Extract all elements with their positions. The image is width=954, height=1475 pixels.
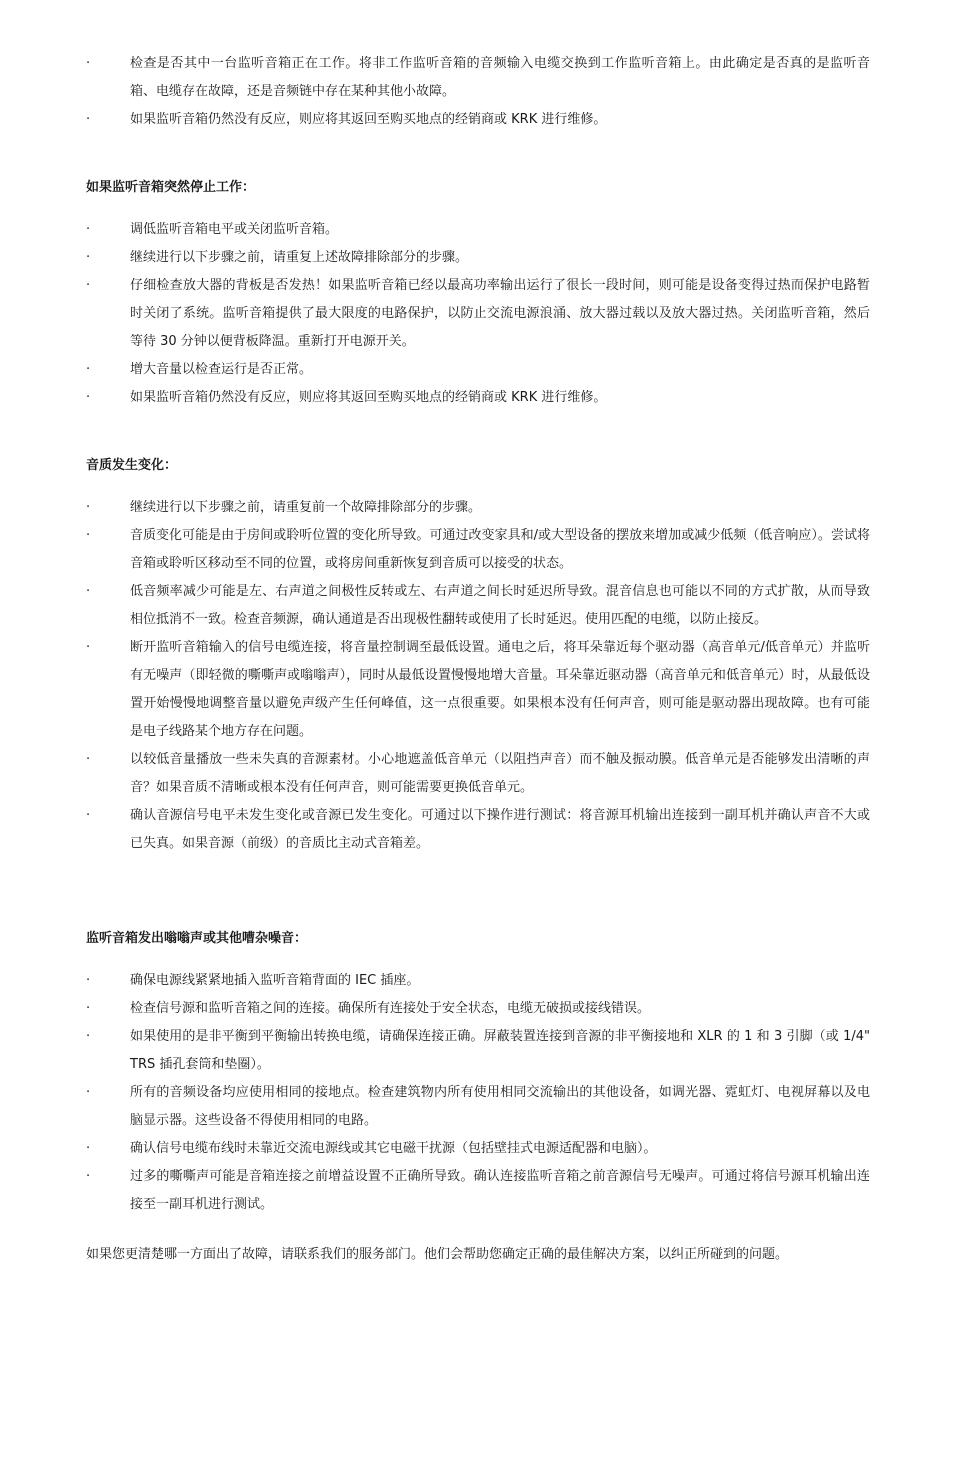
bullet-marker: · <box>86 528 91 543</box>
bullet-marker: · <box>86 278 91 293</box>
list-item <box>0 216 954 244</box>
bullet-list-sound-quality <box>0 494 954 858</box>
list-item-text: 以较低音量播放一些未失真的音源素材。小心地遮盖低音单元（以阻挡声音）而不触及振动膜。低音单元是否能够发出清晰的声音？如果音质不清晰或根本没有任何声音，则可能需要更换低音单元。 <box>130 752 870 795</box>
bullet-marker: · <box>86 56 91 71</box>
bullet-marker: · <box>86 640 91 655</box>
bullet-marker: · <box>86 362 91 377</box>
bullet-marker: · <box>86 1029 91 1044</box>
list-item-text: 低音频率减少可能是左、右声道之间极性反转或左、右声道之间长时延迟所导致。混音信息也可能以不同的方式扩散，从而导致相位抵消不一致。检查音频源，确认通道是否出现极性翻转或使用了长时延迟。使用匹配的电缆，以防止接反。 <box>130 584 870 627</box>
list-item-text: 音质变化可能是由于房间或聆听位置的变化所导致。可通过改变家具和/或大型设备的摆放来增加或减少低频（低音响应）。尝试将音箱或聆听区移动至不同的位置，或将房间重新恢复到音质可以接受的状态。 <box>130 528 870 571</box>
bullet-marker: · <box>86 390 91 405</box>
bullet-marker: · <box>86 1169 91 1184</box>
list-item-text: 继续进行以下步骤之前，请重复上述故障排除部分的步骤。 <box>130 250 469 265</box>
list-item <box>0 578 954 634</box>
bullet-marker: · <box>86 973 91 988</box>
list-item-text: 检查信号源和监听音箱之间的连接。确保所有连接处于安全状态，电缆无破损或接线错误。 <box>130 1001 651 1016</box>
section-heading-sudden-stop: 如果监听音箱突然停止工作： <box>86 180 256 195</box>
list-item <box>0 1079 954 1135</box>
list-item-text: 仔细检查放大器的背板是否发热！如果监听音箱已经以最高功率输出运行了很长一段时间，则可能是设备变得过热而保护电路暂时关闭了系统。监听音箱提供了最大限度的电路保护，以防止交流电源浪涌、放大器过载以及放大器过热。关闭监听音箱，然后等待 30 分钟以便背板降温。重新打开电源开关。 <box>130 278 870 349</box>
list-item-text: 继续进行以下步骤之前，请重复前一个故障排除部分的步骤。 <box>130 500 482 515</box>
bullet-list-sudden-stop <box>0 216 954 412</box>
bullet-marker: · <box>86 1141 91 1156</box>
closing-paragraph: 如果您更清楚哪一方面出了故障，请联系我们的服务部门。他们会帮助您确定正确的最佳解决方案，以纠正所碰到的问题。 <box>86 1247 789 1262</box>
list-item <box>0 356 954 384</box>
bullet-marker: · <box>86 808 91 823</box>
section-heading-hum-noise: 监听音箱发出嗡嗡声或其他嘈杂噪音： <box>86 931 308 946</box>
list-item <box>0 634 954 746</box>
list-item <box>0 1135 954 1163</box>
bullet-marker: · <box>86 1085 91 1100</box>
bullet-marker: · <box>86 112 91 127</box>
bullet-list-intro <box>0 50 954 134</box>
list-item-text: 如果监听音箱仍然没有反应，则应将其返回至购买地点的经销商或 KRK 进行维修。 <box>130 390 607 405</box>
bullet-marker: · <box>86 222 91 237</box>
section-heading-sound-quality: 音质发生变化： <box>86 458 178 473</box>
list-item <box>0 272 954 356</box>
bullet-marker: · <box>86 250 91 265</box>
bullet-list-hum-noise <box>0 967 954 1219</box>
bullet-marker: · <box>86 752 91 767</box>
list-item <box>0 494 954 522</box>
list-item-text: 如果监听音箱仍然没有反应，则应将其返回至购买地点的经销商或 KRK 进行维修。 <box>130 112 607 127</box>
list-item-text: 所有的音频设备均应使用相同的接地点。检查建筑物内所有使用相同交流输出的其他设备，如调光器、霓虹灯、电视屏幕以及电脑显示器。这些设备不得使用相同的电路。 <box>130 1085 870 1128</box>
list-item <box>0 384 954 412</box>
list-item-text: 检查是否其中一台监听音箱正在工作。将非工作监听音箱的音频输入电缆交换到工作监听音箱上。由此确定是否真的是监听音箱、电缆存在故障，还是音频链中存在某种其他小故障。 <box>130 56 870 99</box>
list-item-text: 确认信号电缆布线时未靠近交流电源线或其它电磁干扰源（包括壁挂式电源适配器和电脑）。 <box>130 1141 657 1156</box>
list-item-text: 增大音量以检查运行是否正常。 <box>130 362 313 377</box>
list-item <box>0 50 954 106</box>
bullet-marker: · <box>86 1001 91 1016</box>
list-item-text: 调低监听音箱电平或关闭监听音箱。 <box>130 222 339 237</box>
list-item <box>0 1163 954 1219</box>
list-item <box>0 746 954 802</box>
list-item <box>0 1023 954 1079</box>
list-item <box>0 802 954 858</box>
list-item <box>0 244 954 272</box>
list-item-text: 过多的嘶嘶声可能是音箱连接之前增益设置不正确所导致。确认连接监听音箱之前音源信号无噪声。可通过将信号源耳机输出连接至一副耳机进行测试。 <box>130 1169 870 1212</box>
list-item-text: 断开监听音箱输入的信号电缆连接，将音量控制调至最低设置。通电之后，将耳朵靠近每个驱动器（高音单元/低音单元）并监听有无噪声（即轻微的嘶嘶声或嗡嗡声），同时从最低设置慢慢地增大音量。耳朵靠近驱动器（高音单元和低音单元）时，从最低设置开始慢慢地调整音量以避免声级产生任何峰值，这一点很重要。如果根本没有任何声音，则可能是驱动器出现故障。也有可能是电子线路某个地方存在问题。 <box>130 640 870 739</box>
list-item-text: 确保电源线紧紧地插入监听音箱背面的 IEC 插座。 <box>130 973 420 988</box>
list-item-text: 确认音源信号电平未发生变化或音源已发生变化。可通过以下操作进行测试：将音源耳机输出连接到一副耳机并确认声音不大或已失真。如果音源（前级）的音质比主动式音箱差。 <box>130 808 870 851</box>
list-item <box>0 967 954 995</box>
bullet-marker: · <box>86 500 91 515</box>
list-item <box>0 106 954 134</box>
list-item <box>0 522 954 578</box>
bullet-marker: · <box>86 584 91 599</box>
list-item <box>0 995 954 1023</box>
list-item-text: 如果使用的是非平衡到平衡输出转换电缆，请确保连接正确。屏蔽装置连接到音源的非平衡接地和 XLR 的 1 和 3 引脚（或 1/4" TRS 插孔套筒和垫圈）。 <box>130 1029 870 1072</box>
